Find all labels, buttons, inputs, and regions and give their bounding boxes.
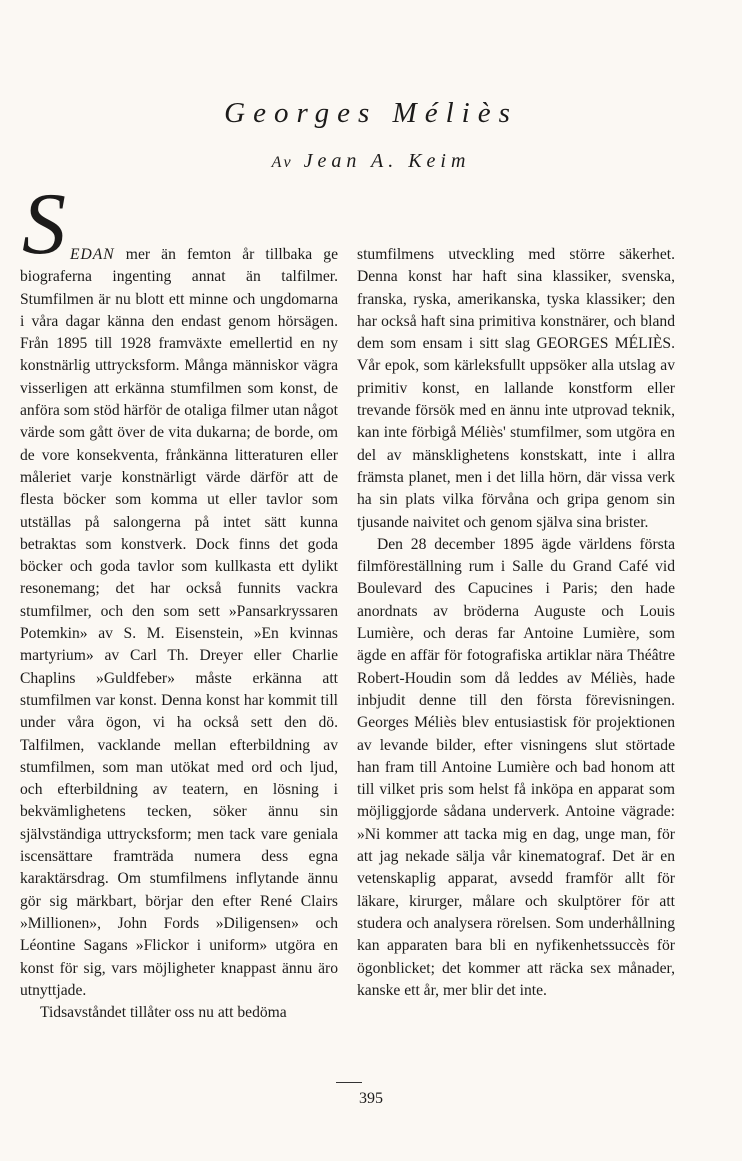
page-rule xyxy=(336,1082,362,1083)
right-column xyxy=(357,244,675,1002)
left-paragraph-1: mer än femton år tillbaka ge biograferna ingenting annat än talfilmer. Stumfilmen är nu blott ett minne och ungdomarna i våra dagar känna den endast genom hörsägen. Från 1895 till 1928 framväxte emellertid en ny konstnärlig uttrycksform. Många människor vägra visserligen att erkänna stumfilmen som konst, de anföra som stöd härför de otaliga filmer utan något värde som gått över de vita dukarna; de borde, om de vore konsekventa, frånkänna litteraturen eller måleriet varje konstnärligt värde därför att de flesta böcker som komma ut eller tavlor som utställas på salongerna på intet sätt kunna betraktas som konstverk. Dock finns det goda böcker och goda tavlor som kullkasta ett dylikt resonemang; det har också funnits vackra stumfilmer, och den som sett »Pansarkryssaren Potemkin» av S. M. Eisenstein, »En kvinnas martyrium» av Carl Th. Dreyer eller Charlie Chaplins »Guldfeber» måste erkänna att stumfilmen var konst. Denna konst har kommit till under våra ögon, vi ha också sett den dö. Talfilmen, vacklande mellan efterbildning av stumfilmen, som man utökat med ord och ljud, och efterbildning av teatern, en lösning i bekvämlighetens tecken, söker ännu sin självständiga uttrycksform; men tack vare geniala iscensättare framträda numera dess egna karaktärsdrag. Om stumfilmens inflytande ännu gör sig märkbart, börjar den efter René Clairs »Millionen», John Fords »Diligensen» och Léontine Sagans »Flickor i uniform» utgöra en konst för sig, vars möjligheter knappast ännu äro utnyttjade. xyxy=(20,246,338,999)
opening-paragraph xyxy=(20,176,338,1002)
byline-author: Jean A. Keim xyxy=(303,150,471,172)
right-paragraph-1: stumfilmens utveckling med större säkerhet. Denna konst har haft sina klassiker, svenska, franska, ryska, amerikanska, tyska klassiker; den har också haft sina primitiva konstnärer, och bland dem som ensam i sitt slag GEORGES MÉLIÈS. Vår epok, som kärleksfullt uppsöker alla utslag av primitiv konst, en lallande konstform eller trevande försök med en ännu inte utprovad teknik, kan inte förbigå Méliès' stumfilmer, som utgöra en del av mänsklighetens konstskatt, inte i allra främsta planet, men i det lilla hörn, där vissa verk ha sin plats vilka förvåna och gripa genom sin tjusande naivitet och genom själva sina brister. xyxy=(357,246,675,531)
left-paragraph-2: Tidsavståndet tillåter oss nu att bedöma xyxy=(40,1004,287,1022)
drop-cap: S xyxy=(22,176,66,273)
lead-word: EDAN xyxy=(70,246,115,263)
byline xyxy=(0,146,742,178)
left-column xyxy=(20,176,338,1024)
article-title: Georges Méliès xyxy=(224,97,518,129)
byline-prefix: Av xyxy=(271,154,294,171)
page-number: 395 xyxy=(359,1090,383,1107)
right-paragraph-2: Den 28 december 1895 ägde världens första filmföreställning rum i Salle du Grand Café vid Boulevard des Capucines i Paris; den hade anordnats av bröderna Auguste och Louis Lumière, och deras far Antoine Lumière, som ägde en affär för fotografiska artiklar nära Théâtre Robert-Houdin som då leddes av Méliès, hade inbjudit denne till den första förevisningen. Georges Méliès blev entusiastisk för projektionen av levande bilder, efter visningens slut störtade han fram till Antoine Lumière och bad honom att till vilket pris som helst få inköpa en apparat som möjliggjorde sådana underverk. Antoine vägrade: »Ni kommer att tacka mig en dag, unge man, för att jag nekade sälja vår kinematograf. Det är en vetenskaplig apparat, avsedd framför allt för läkare, kirurger, målare och skulptörer för att studera och analysera rörelsen. Som underhållning kan apparaten bara bli en nyfikenhetssuccès för ögonblicket; det kommer att räcka sex månader, kanske ett år, mer blir det inte. xyxy=(357,535,675,999)
